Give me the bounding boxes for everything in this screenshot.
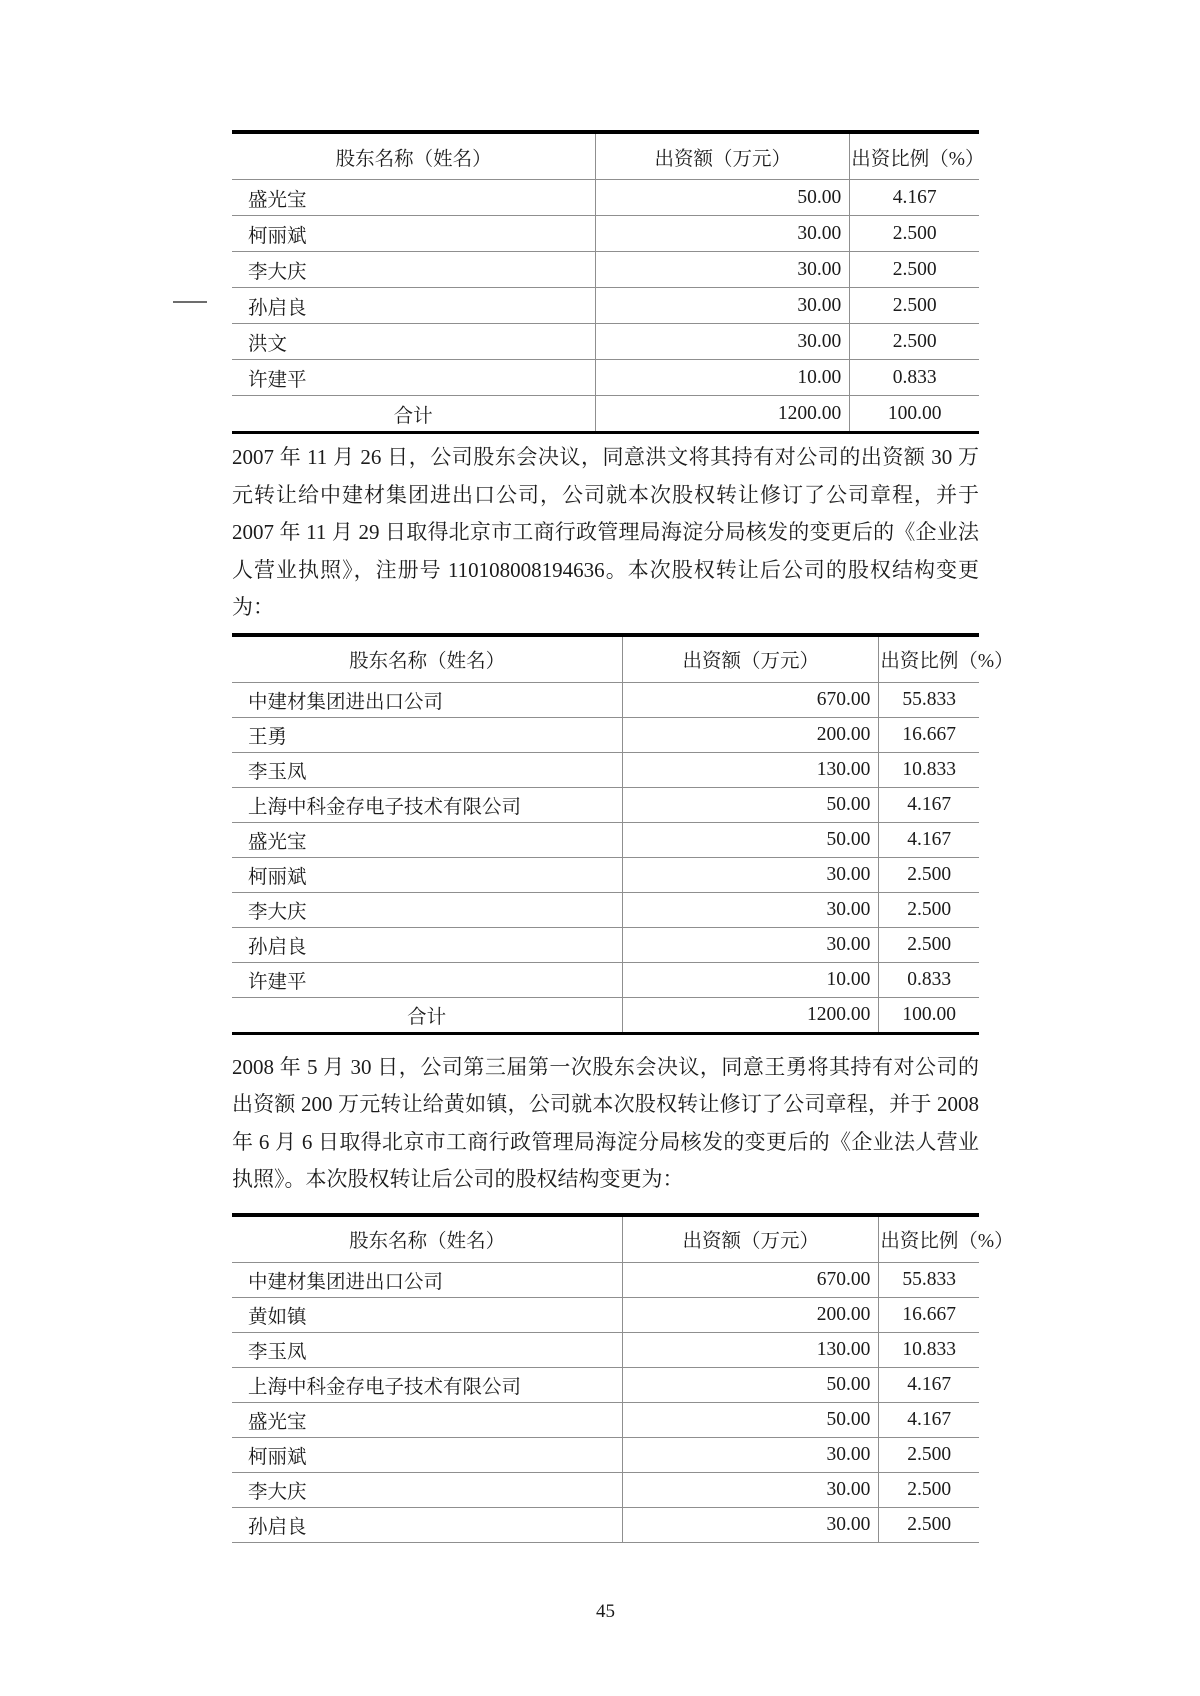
capital-amount-cell: 30.00 [623,1507,879,1542]
table-row [232,682,979,717]
col-header-capital-ratio: 出资比例（%） [850,132,979,180]
col-header-capital-amount: 出资额（万元） [623,1215,879,1263]
table-row [232,822,979,857]
margin-dash-mark [173,301,207,303]
shareholding-table-before-2007-transfer [232,130,985,434]
capital-ratio-cell: 2.500 [879,857,979,892]
capital-ratio-cell: 4.167 [879,1402,979,1437]
capital-amount-cell: 1200.00 [623,997,879,1033]
total-label-cell: 合计 [232,997,623,1033]
table-row [232,216,979,252]
capital-amount-cell: 30.00 [623,1472,879,1507]
shareholder-name-cell: 上海中科金存电子技术有限公司 [232,787,623,822]
capital-amount-cell: 30.00 [623,1437,879,1472]
capital-amount-cell: 50.00 [623,822,879,857]
shareholder-name-cell: 黄如镇 [232,1297,623,1332]
table-row [232,962,979,997]
capital-ratio-cell: 100.00 [850,396,979,433]
shareholder-name-cell: 孙启良 [232,288,596,324]
capital-ratio-cell: 2.500 [879,1507,979,1542]
capital-ratio-cell: 2.500 [850,324,979,360]
total-row [232,997,979,1033]
table-row [232,787,979,822]
capital-amount-cell: 200.00 [623,1297,879,1332]
total-label-cell: 合计 [232,396,596,433]
capital-ratio-cell: 2.500 [850,252,979,288]
table-row [232,1332,979,1367]
table-row [232,927,979,962]
shareholder-name-cell: 李大庆 [232,252,596,288]
capital-amount-cell: 10.00 [596,360,850,396]
capital-ratio-cell: 4.167 [879,787,979,822]
capital-amount-cell: 200.00 [623,717,879,752]
shareholder-name-cell: 中建材集团进出口公司 [232,1262,623,1297]
table-header-row [232,635,979,683]
capital-ratio-cell: 4.167 [879,822,979,857]
table-row [232,360,979,396]
capital-amount-cell: 130.00 [623,1332,879,1367]
paragraph-2007-equity-transfer: 2007 年 11 月 26 日，公司股东会决议，同意洪文将其持有对公司的出资额 30 万元转让给中建材集团进出口公司，公司就本次股权转让修订了公司章程，并于 2007 年 11 月 29 日取得北京市工商行政管理局海淀分局核发的变更后的《企业法人营业执照》，注册号 110108008194636。本次股权转让后公司的股权结构变更为： [232,445,979,619]
table-row [232,752,979,787]
capital-ratio-cell: 16.667 [879,1297,979,1332]
table-row [232,717,979,752]
shareholder-name-cell: 盛光宝 [232,822,623,857]
table-row [232,857,979,892]
shareholder-name-cell: 李大庆 [232,892,623,927]
capital-amount-cell: 50.00 [623,787,879,822]
capital-amount-cell: 30.00 [596,288,850,324]
document-page-content [232,0,1014,1623]
table-row [232,1367,979,1402]
table-row [232,892,979,927]
shareholder-name-cell: 柯丽斌 [232,1437,623,1472]
table-row [232,1472,979,1507]
col-header-shareholder-name: 股东名称（姓名） [232,635,623,683]
capital-ratio-cell: 2.500 [850,288,979,324]
capital-amount-cell: 670.00 [623,1262,879,1297]
shareholder-name-cell: 李玉凤 [232,1332,623,1367]
table-row [232,1262,979,1297]
shareholder-name-cell: 盛光宝 [232,180,596,216]
paragraph-2008-equity-transfer: 2008 年 5 月 30 日，公司第三届第一次股东会决议，同意王勇将其持有对公司的出资额 200 万元转让给黄如镇，公司就本次股权转让修订了公司章程，并于 2008 年 6 月 6 日取得北京市工商行政管理局海淀分局核发的变更后的《企业法人营业执照》。本次股权转让后公司的股权结构变更为： [232,1054,979,1191]
capital-ratio-cell: 2.500 [879,1437,979,1472]
capital-amount-cell: 30.00 [596,324,850,360]
shareholder-name-cell: 许建平 [232,360,596,396]
table-row [232,1507,979,1542]
capital-ratio-cell: 2.500 [850,216,979,252]
capital-amount-cell: 50.00 [623,1367,879,1402]
table-row [232,1297,979,1332]
table-row [232,252,979,288]
col-header-capital-ratio: 出资比例（%） [879,1215,979,1263]
capital-amount-cell: 1200.00 [596,396,850,433]
shareholder-name-cell: 洪文 [232,324,596,360]
col-header-shareholder-name: 股东名称（姓名） [232,1215,623,1263]
shareholder-name-cell: 盛光宝 [232,1402,623,1437]
table-row [232,1402,979,1437]
shareholder-name-cell: 李玉凤 [232,752,623,787]
table-row [232,288,979,324]
shareholder-name-cell: 中建材集团进出口公司 [232,682,623,717]
shareholding-table-after-2008-transfer [232,1213,1014,1543]
capital-ratio-cell: 2.500 [879,927,979,962]
capital-ratio-cell: 4.167 [850,180,979,216]
capital-amount-cell: 670.00 [623,682,879,717]
capital-amount-cell: 30.00 [596,252,850,288]
capital-ratio-cell: 4.167 [879,1367,979,1402]
capital-ratio-cell: 2.500 [879,1472,979,1507]
capital-amount-cell: 10.00 [623,962,879,997]
capital-amount-cell: 30.00 [623,892,879,927]
capital-amount-cell: 50.00 [596,180,850,216]
capital-amount-cell: 30.00 [623,857,879,892]
col-header-capital-ratio: 出资比例（%） [879,635,979,683]
capital-ratio-cell: 55.833 [879,682,979,717]
capital-ratio-cell: 2.500 [879,892,979,927]
table-row [232,180,979,216]
total-row [232,396,979,433]
page-number: 45 [596,1600,615,1622]
table-row [232,324,979,360]
capital-amount-cell: 30.00 [596,216,850,252]
shareholder-name-cell: 孙启良 [232,927,623,962]
shareholder-name-cell: 王勇 [232,717,623,752]
capital-amount-cell: 30.00 [623,927,879,962]
capital-ratio-cell: 10.833 [879,1332,979,1367]
col-header-shareholder-name: 股东名称（姓名） [232,132,596,180]
shareholder-name-cell: 李大庆 [232,1472,623,1507]
shareholding-table-after-2007-transfer [232,633,1014,1035]
capital-ratio-cell: 16.667 [879,717,979,752]
shareholder-name-cell: 上海中科金存电子技术有限公司 [232,1367,623,1402]
shareholder-name-cell: 柯丽斌 [232,857,623,892]
capital-ratio-cell: 0.833 [879,962,979,997]
col-header-capital-amount: 出资额（万元） [623,635,879,683]
col-header-capital-amount: 出资额（万元） [596,132,850,180]
shareholder-name-cell: 许建平 [232,962,623,997]
shareholder-name-cell: 柯丽斌 [232,216,596,252]
table-header-row [232,132,979,180]
capital-ratio-cell: 55.833 [879,1262,979,1297]
capital-ratio-cell: 100.00 [879,997,979,1033]
capital-amount-cell: 50.00 [623,1402,879,1437]
capital-amount-cell: 130.00 [623,752,879,787]
capital-ratio-cell: 10.833 [879,752,979,787]
table-header-row [232,1215,979,1263]
shareholder-name-cell: 孙启良 [232,1507,623,1542]
table-row [232,1437,979,1472]
capital-ratio-cell: 0.833 [850,360,979,396]
